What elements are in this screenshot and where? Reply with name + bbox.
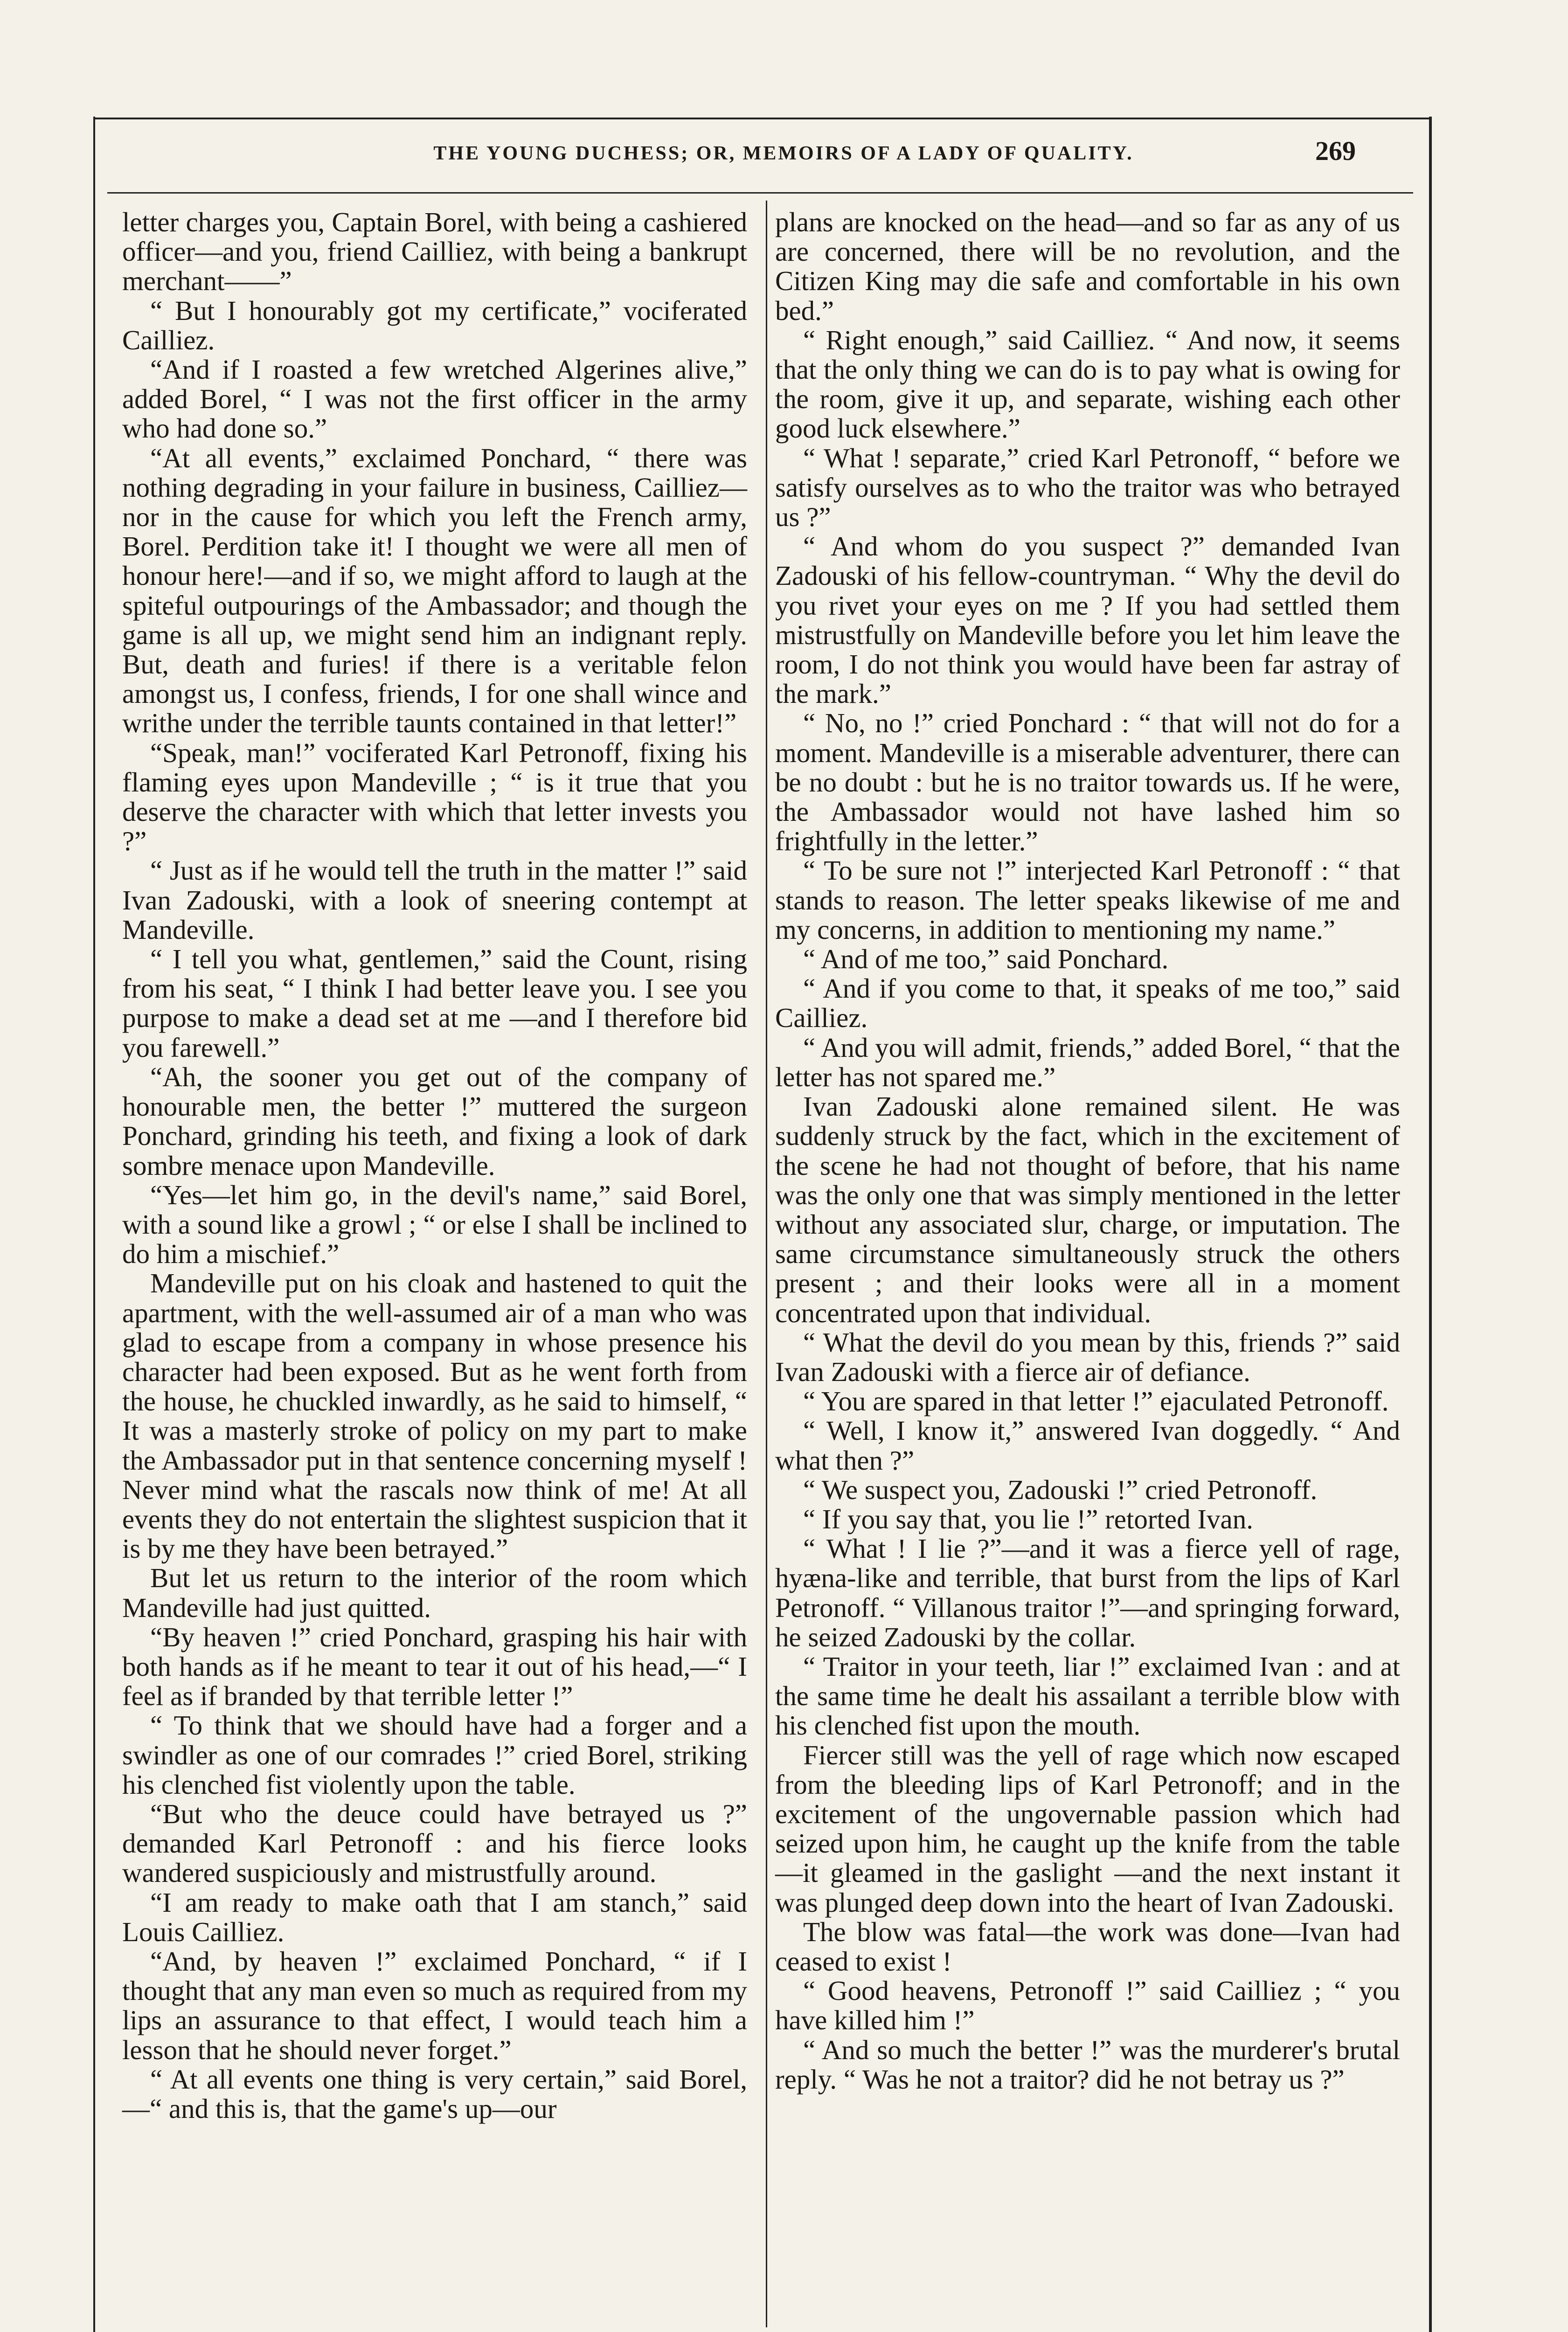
- paragraph: Mandeville put on his cloak and hastened to quit the apartment, with the well-assumed air of a man who was glad to escape from a company in whose presence his character had been exposed. But as he went forth from the house, he chuckled inwardly, as he said to himself, “ It was a masterly stroke of policy on my part to make the Ambassador put in that sentence concerning myself ! Never mind what the rascals now think of me! At all events they do not entertain the slightest suspicion that it is by me they have been betrayed.”: [122, 1268, 747, 1564]
- paragraph: Fiercer still was the yell of rage which now escaped from the bleeding lips of Karl Petronoff; and in the excitement of the ungovernable passion which had seized upon him, he caught up the knife from the table—it gleamed in the gaslight —and the next instant it was plunged deep down into the heart of Ivan Zadouski.: [775, 1739, 1400, 1918]
- paragraph: Ivan Zadouski alone remained silent. He was suddenly struck by the fact, which in the excitement of the scene he had not thought of before, that his name was the only one that was simply mentioned in the letter without any associated slur, charge, or imputation. The same circumstance simultaneously struck the others present ; and their looks were all in a moment concentrated upon that individual.: [775, 1091, 1400, 1328]
- paragraph: “ And so much the better !” was the murderer's brutal reply. “ Was he not a traitor? did he not betray us ?”: [775, 2034, 1400, 2095]
- paragraph: “ Right enough,” said Cailliez. “ And now, it seems that the only thing we can do is to pay what is owing for the room, give it up, and separate, wishing each other good luck elsewhere.”: [775, 324, 1400, 444]
- left-column: [122, 208, 747, 2124]
- column-divider: [766, 201, 767, 2327]
- paragraph: “But who the deuce could have betrayed us ?” demanded Karl Petronoff : and his fierce looks wandered suspiciously and mistrustfully around.: [122, 1798, 747, 1888]
- paragraph: “ To think that we should have had a forger and a swindler as one of our comrades !” cried Borel, striking his clenched fist violently upon the table.: [122, 1710, 747, 1800]
- paragraph: “ We suspect you, Zadouski !” cried Petronoff.: [803, 1474, 1318, 1505]
- running-title: THE YOUNG DUCHESS; OR, MEMOIRS OF A LADY OF QUALITY.: [433, 143, 1134, 164]
- paragraph: “ What ! I lie ?”—and it was a fierce yell of rage, hyæna-like and terrible, that burst from the lips of Karl Petronoff. “ Villanous traitor !”—and springing forward, he seized Zadouski by the collar.: [775, 1533, 1400, 1652]
- paragraph: “And if I roasted a few wretched Algerines alive,” added Borel, “ I was not the first officer in the army who had done so.”: [122, 354, 747, 444]
- paragraph: “ But I honourably got my certificate,” vociferated Cailliez.: [122, 295, 747, 355]
- paragraph: “ Traitor in your teeth, liar !” exclaimed Ivan : and at the same time he dealt his assailant a terrible blow with his clenched fist upon the mouth.: [775, 1651, 1400, 1741]
- paragraph: “ Good heavens, Petronoff !” said Cailliez ; “ you have killed him !”: [775, 1975, 1400, 2036]
- paragraph: “Ah, the sooner you get out of the company of honourable men, the better !” muttered the surgeon Ponchard, grinding his teeth, and fixing a look of dark sombre menace upon Mandeville.: [122, 1061, 747, 1181]
- paragraph: “At all events,” exclaimed Ponchard, “ there was nothing degrading in your failure in business, Cailliez—nor in the cause for which you left the French army, Borel. Perdition take it! I thought we were all men of honour here!—and if so, we might afford to laugh at the spiteful outpourings of the Ambassador; and though the game is all up, we might send him an indignant reply. But, death and furies! if there is a veritable felon amongst us, I confess, friends, I for one shall wince and writhe under the terrible taunts contained in that letter!”: [122, 442, 747, 739]
- paragraph: “Yes—let him go, in the devil's name,” said Borel, with a sound like a growl ; “ or else I shall be inclined to do him a mischief.”: [122, 1179, 747, 1270]
- header-rule: [107, 192, 1413, 194]
- paragraph: “ What ! separate,” cried Karl Petronoff, “ before we satisfy ourselves as to who the traitor was who betrayed us ?”: [775, 442, 1400, 533]
- paragraph: “ If you say that, you lie !” retorted Ivan.: [803, 1503, 1253, 1534]
- paragraph: plans are knocked on the head—and so far as any of us are concerned, there will be no revolution, and the Citizen King may die safe and comfortable in his own bed.”: [775, 207, 1400, 326]
- paragraph: “By heaven !” cried Ponchard, grasping his hair with both hands as if he meant to tear it out of his head,—“ I feel as if branded by that terrible letter !”: [122, 1621, 747, 1712]
- right-column: [775, 208, 1400, 2094]
- paragraph: letter charges you, Captain Borel, with being a cashiered officer—and you, friend Cailliez, with being a bankrupt merchant——”: [122, 207, 747, 297]
- paragraph: “I am ready to make oath that I am stanch,” said Louis Cailliez.: [122, 1887, 747, 1947]
- paragraph: But let us return to the interior of the room which Mandeville had just quitted.: [122, 1562, 747, 1623]
- paragraph: “Speak, man!” vociferated Karl Petronoff, fixing his flaming eyes upon Mandeville ; “ is it true that you deserve the character with which that letter invests you ?”: [122, 737, 747, 857]
- paragraph: “ Just as if he would tell the truth in the matter !” said Ivan Zadouski, with a look of sneering contempt at Mandeville.: [122, 855, 747, 945]
- paragraph: The blow was fatal—the work was done—Ivan had ceased to exist !: [775, 1916, 1400, 1977]
- paragraph: “ And of me too,” said Ponchard.: [803, 944, 1169, 975]
- paragraph: “ To be sure not !” interjected Karl Petronoff : “ that stands to reason. The letter speaks likewise of me and my concerns, in addition to mentioning my name.”: [775, 855, 1400, 945]
- paragraph: “ And you will admit, friends,” added Borel, “ that the letter has not spared me.”: [775, 1032, 1400, 1092]
- paragraph: “And, by heaven !” exclaimed Ponchard, “ if I thought that any man even so much as required from my lips an assurance to that effect, I would teach him a lesson that he should never forget.”: [122, 1945, 747, 2065]
- page-number: 269: [1315, 136, 1356, 166]
- paragraph: “ No, no !” cried Ponchard : “ that will not do for a moment. Mandeville is a miserable adventurer, there can be no doubt : but he is no traitor towards us. If he were, the Ambassador would not have lashed him so frightfully in the letter.”: [775, 708, 1400, 857]
- paragraph: “ And whom do you suspect ?” demanded Ivan Zadouski of his fellow-countryman. “ Why the devil do you rivet your eyes on me ? If you had settled them mistrustfully on Mandeville before you let him leave the room, I do not think you would have been far astray of the mark.”: [775, 531, 1400, 709]
- paragraph: “ You are spared in that letter !” ejaculated Petronoff.: [803, 1386, 1389, 1417]
- paragraph: “ At all events one thing is very certain,” said Borel,—“ and this is, that the game's up—our: [122, 2063, 747, 2124]
- paragraph: “ What the devil do you mean by this, friends ?” said Ivan Zadouski with a fierce air of defiance.: [775, 1326, 1400, 1387]
- paragraph: “ I tell you what, gentlemen,” said the Count, rising from his seat, “ I think I had better leave you. I see you purpose to make a dead set at me —and I therefore bid you farewell.”: [122, 944, 747, 1063]
- paragraph: “ Well, I know it,” answered Ivan doggedly. “ And what then ?”: [775, 1415, 1400, 1476]
- paragraph: “ And if you come to that, it speaks of me too,” said Cailliez.: [775, 973, 1400, 1034]
